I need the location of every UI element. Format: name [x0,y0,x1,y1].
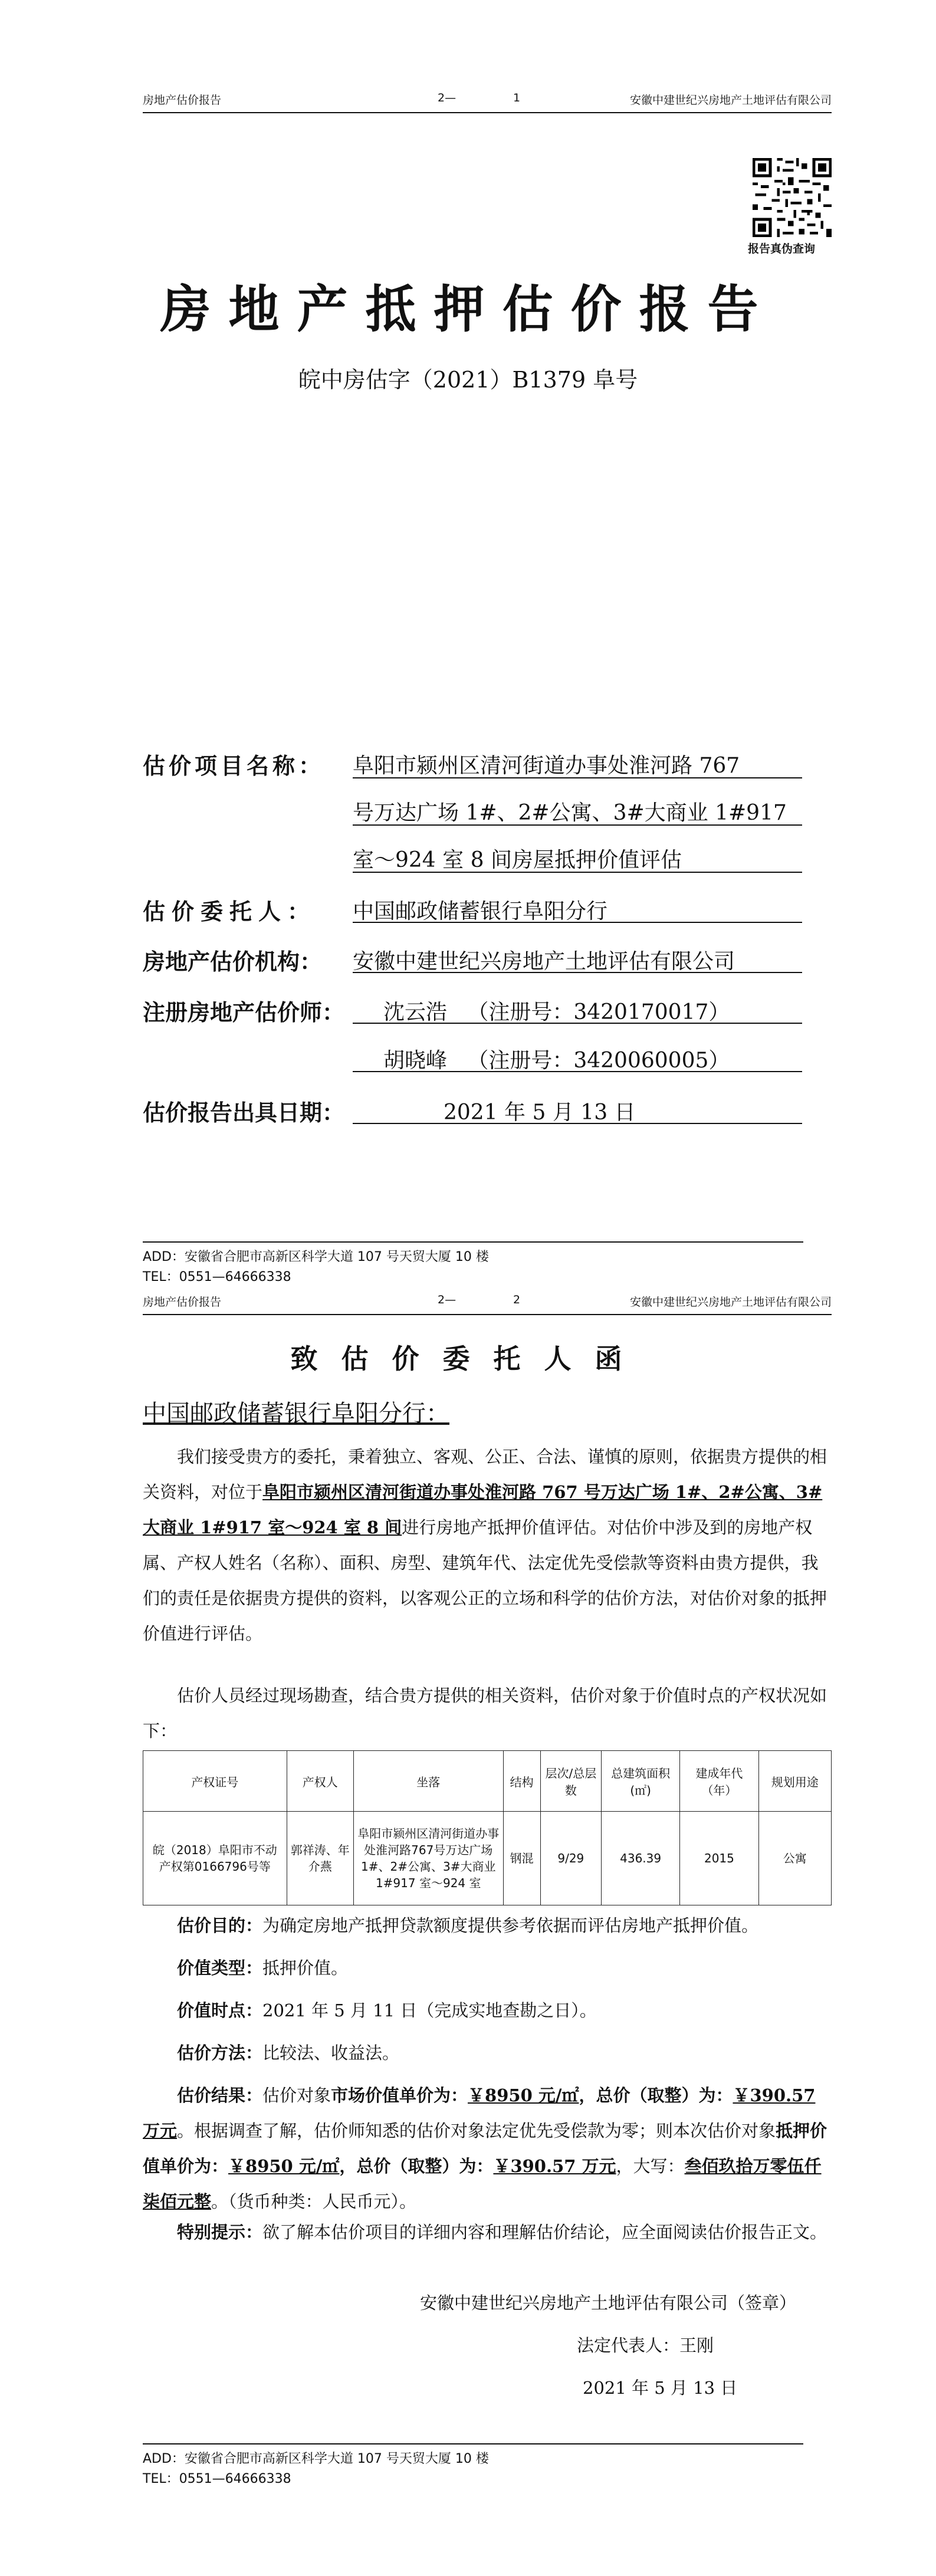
result-text: ，总价（取整）为： [339,2156,494,2176]
result-text: 抵押价值单价为： [143,2121,827,2176]
method-label: 估价方法： [177,2043,263,2063]
underline [353,1071,802,1072]
result-text: ，总价（取整）为： [579,2085,733,2105]
amount-in-words: 叁佰玖拾万零伍仟柒佰元整 [143,2156,822,2212]
value-date-value: 2021 年 5 月 11 日（完成实地查勘之日）。 [262,2000,597,2020]
agency-label: 房地产估价机构： [143,949,323,975]
legal-representative: 法定代表人：王刚 [577,2335,714,2355]
date-label: 估价报告出具日期： [143,1100,345,1126]
notice-label: 特别提示： [177,2222,263,2242]
result-label: 估价结果： [177,2085,263,2105]
header-left: 房地产估价报告 [143,1296,222,1309]
qr-code-icon[interactable] [751,158,833,237]
purpose-value: 为确定房地产抵押贷款额度提供参考依据而评估房地产抵押价值。 [262,1915,759,1936]
report-number: 皖中房估字（2021）B1379 阜号 [298,367,638,393]
result-item [143,2078,832,2219]
col-header: 建成年代（年） [680,1751,758,1812]
col-header: 规划用途 [758,1751,831,1812]
value-type-label: 价值类型： [177,1958,263,1978]
col-header: 产权证号 [143,1751,287,1812]
underline [353,872,802,873]
project-value-line2: 号万达广场 1#、2#公寓、3#大商业 1#917 [353,801,787,825]
client-label: 估价委托人： [143,899,317,925]
salutation [143,1395,449,1428]
result-text: 。根据调查了解，估价师知悉的估价对象法定优先受偿款为零；则本次估价对象 [177,2121,776,2141]
result-text: ，大写： [616,2156,685,2176]
result-text: 市场价值单价为： [331,2085,468,2105]
value-date-item [143,1993,832,2028]
header-right: 安徽中建世纪兴房地产土地评估有限公司 [629,94,832,107]
col-header: 坐落 [353,1751,503,1812]
p1-property-address: 阜阳市颍州区清河街道办事处淮河路 767 号万达广场 1#、2#公寓、3#大商业 1#917 室～924 室 8 间 [143,1482,823,1537]
project-value-line1: 阜阳市颍州区清河街道办事处淮河路 767 [353,754,740,778]
p1-text-a: 我们接受贵方的委托，秉着独立、客观、公正、合法、谨慎的原则，依据贵方提供的相关资料，对位于 [143,1447,827,1502]
method-item [143,2035,832,2071]
cell-cert-no: 皖（2018）阜阳市不动产权第0166796号等 [143,1812,287,1905]
header-page-number: 1 [513,91,521,104]
report-title: 房地产抵押估价报告 [160,280,776,339]
paragraph-2 [143,1678,832,1749]
underline [353,1023,802,1024]
cell-floor: 9/29 [540,1812,601,1905]
purpose-label: 估价目的： [177,1915,263,1936]
header-mid: 2— [438,1293,456,1306]
appraisers-label: 注册房地产估价师： [143,1000,345,1026]
mortgage-unit-price: ￥8950 元/㎡ [228,2156,340,2176]
cell-area: 436.39 [601,1812,679,1905]
table-header-row [143,1751,832,1812]
address-line: ADD：安徽省合肥市高新区科学大道 107 号天贸大厦 10 楼 [143,1250,489,1264]
underline [353,1123,802,1124]
footer-rule [143,1241,803,1243]
table-row [143,1812,832,1905]
underline [353,777,802,778]
footer-rule [143,2443,803,2444]
running-header-page2 [143,1293,832,1310]
header-right: 安徽中建世纪兴房地产土地评估有限公司 [629,1296,832,1309]
letter-title: 致估价委托人函 [290,1343,646,1375]
header-rule [143,112,832,113]
telephone-line: TEL：0551—64666338 [143,2472,291,2486]
cell-usage: 公寓 [758,1812,831,1905]
address-line: ADD：安徽省合肥市高新区科学大道 107 号天贸大厦 10 楼 [143,2452,489,2466]
underline [353,972,802,973]
method-value: 比较法、收益法。 [262,2043,400,2063]
value-date-label: 价值时点： [177,2000,263,2020]
client-value: 中国邮政储蓄银行阜阳分行 [353,899,608,924]
p2-text: 估价人员经过现场勘查，结合贵方提供的相关资料，估价对象于价值时点的产权状况如下： [143,1685,827,1741]
appraiser-2: 胡晓峰 （注册号：3420060005） [383,1049,730,1073]
col-header: 结构 [503,1751,540,1812]
project-label: 估价项目名称： [143,753,325,779]
col-header: 总建筑面积(㎡) [601,1751,679,1812]
cell-owner: 郭祥涛、年介燕 [287,1812,353,1905]
mortgage-total-price: ￥390.57 万元 [493,2156,616,2176]
notice-value: 欲了解本估价项目的详细内容和理解估价结论，应全面阅读估价报告正文。 [262,2222,827,2242]
cell-location: 阜阳市颍州区清河街道办事处淮河路767号万达广场 1#、2#公寓、3#大商业1#917 室～924 室 [353,1812,503,1905]
p1-text-c: 进行房地产抵押价值评估。对估价中涉及到的房地产权属、产权人姓名（名称）、面积、房型、建筑年代、法定优先受偿款等资料由贵方提供，我们的责任是依据贵方提供的资料，以客观公正的立场和科学的估价方法，对估价对象的抵押价值进行评估。 [143,1517,827,1644]
notice-item [143,2214,832,2250]
salutation-text: 中国邮政储蓄银行阜阳分行： [143,1400,449,1427]
qr-caption: 报告真伪查询 [748,242,816,255]
header-left: 房地产估价报告 [143,94,222,107]
col-header: 层次/总层数 [540,1751,601,1812]
property-table [143,1750,832,1905]
address-block-page2 [143,2449,489,2489]
header-mid: 2— [438,91,456,104]
underline [353,922,802,923]
address-block-page1 [143,1247,489,1287]
signing-date: 2021 年 5 月 13 日 [583,2378,738,2398]
header-rule [143,1314,832,1315]
value-type-value: 抵押价值。 [262,1958,349,1978]
paragraph-1 [143,1439,832,1651]
telephone-line: TEL：0551—64666338 [143,1270,291,1284]
market-total-price: ￥390.57 万元 [143,2085,816,2141]
date-value: 2021 年 5 月 13 日 [444,1100,636,1125]
cell-structure: 钢混 [503,1812,540,1905]
purpose-item [143,1908,832,1943]
market-unit-price: ￥8950 元/㎡ [468,2085,579,2105]
value-type-item [143,1950,832,1986]
col-header: 产权人 [287,1751,353,1812]
appraiser-1: 沈云浩 （注册号：3420170017） [383,1000,730,1024]
result-text: 。（货币种类：人民币元）。 [211,2191,417,2212]
running-header-page1 [143,91,832,108]
cell-year: 2015 [680,1812,758,1905]
header-page-number: 2 [513,1293,521,1306]
underline [353,824,802,826]
project-value-line3: 室～924 室 8 间房屋抵押价值评估 [353,848,682,872]
agency-value: 安徽中建世纪兴房地产土地评估有限公司 [353,949,735,974]
signing-company: 安徽中建世纪兴房地产土地评估有限公司（签章） [420,2293,797,2313]
result-text: 估价对象 [262,2085,331,2105]
